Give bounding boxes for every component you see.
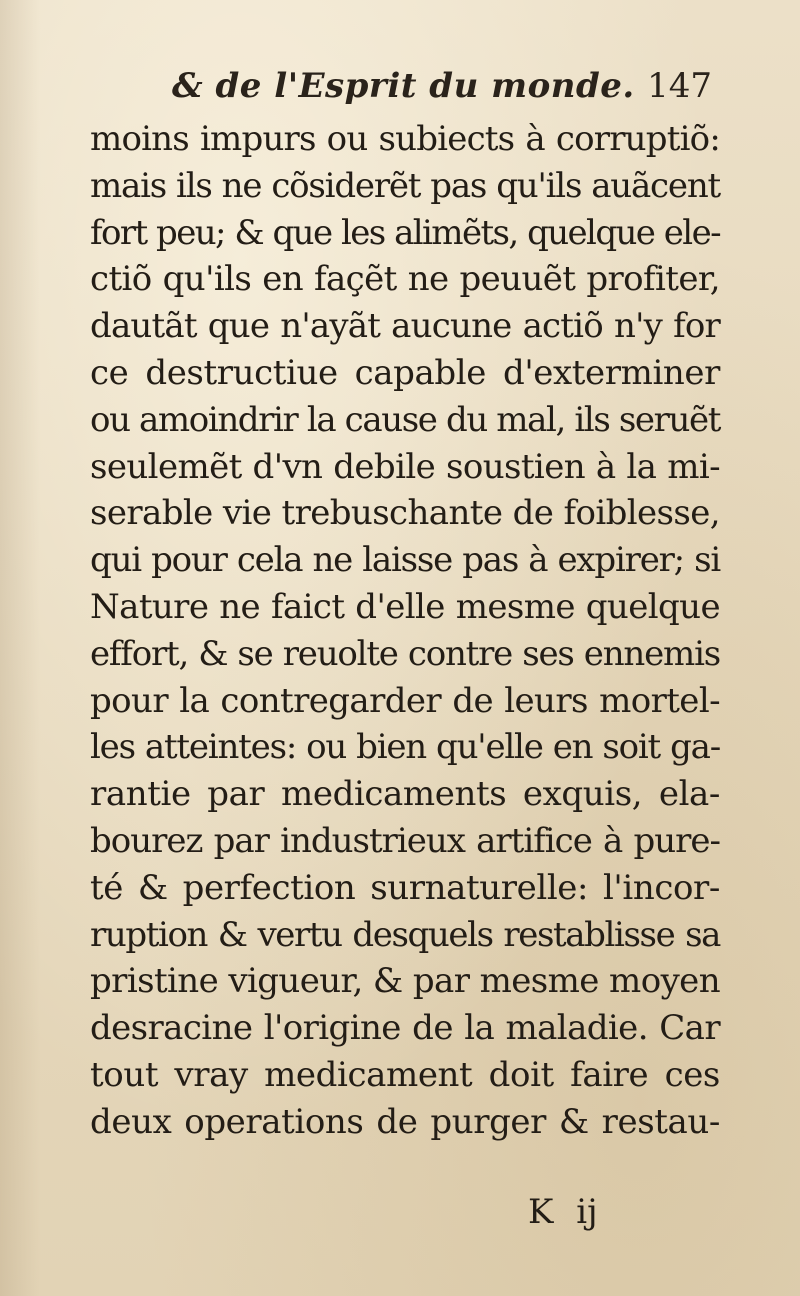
running-head: & de l'Esprit du monde. (172, 66, 635, 106)
text-line: seulemẽt d'vn debile soustien à la mi- (90, 446, 720, 487)
text-line: ruption & vertu desquels restablisse sa (90, 914, 720, 955)
text-line: bourez par industrieux artifice à pure- (90, 820, 720, 861)
text-line: dautãt que n'ayãt aucune actiõ n'y for (90, 306, 720, 347)
text-line: ctiõ qu'ils en façẽt ne peuuẽt profiter, (90, 259, 720, 300)
text-line: ou amoindrir la cause du mal, ils seruẽt (90, 399, 720, 440)
signature-mark: K ij (528, 1192, 598, 1232)
page-number: 147 (647, 66, 712, 106)
text-line: té & perfection surnaturelle: l'incor- (90, 867, 720, 908)
page-header (172, 62, 712, 118)
text-line: tout vray medicament doit faire ces (90, 1054, 720, 1095)
text-line: fort peu; & que les alimẽts, quelque ele- (90, 212, 720, 253)
text-line: pristine vigueur, & par mesme moyen (90, 961, 720, 1002)
text-line: les atteintes: ou bien qu'elle en soit ga- (90, 727, 720, 768)
text-line: ce destructiue capable d'exterminer (90, 352, 720, 393)
page-edge-shadow (0, 0, 40, 1296)
body-text (90, 116, 720, 1146)
text-line: pour la contregarder de leurs mortel- (90, 680, 720, 721)
text-line: qui pour cela ne laisse pas à expirer; si (90, 540, 720, 581)
text-line: Nature ne faict d'elle mesme quelque (90, 586, 720, 627)
text-line: rantie par medicaments exquis, ela- (90, 774, 720, 815)
text-line: desracine l'origine de la maladie. Car (90, 1008, 720, 1049)
text-line: serable vie trebuschante de foiblesse, (90, 493, 720, 534)
text-line: moins impurs ou subiects à corruptiõ: (90, 119, 720, 159)
text-line: effort, & se reuolte contre ses ennemis (90, 633, 720, 674)
text-line: deux operations de purger & restau- (90, 1101, 720, 1142)
text-line: mais ils ne cõsiderẽt pas qu'ils auãcent (90, 165, 720, 206)
